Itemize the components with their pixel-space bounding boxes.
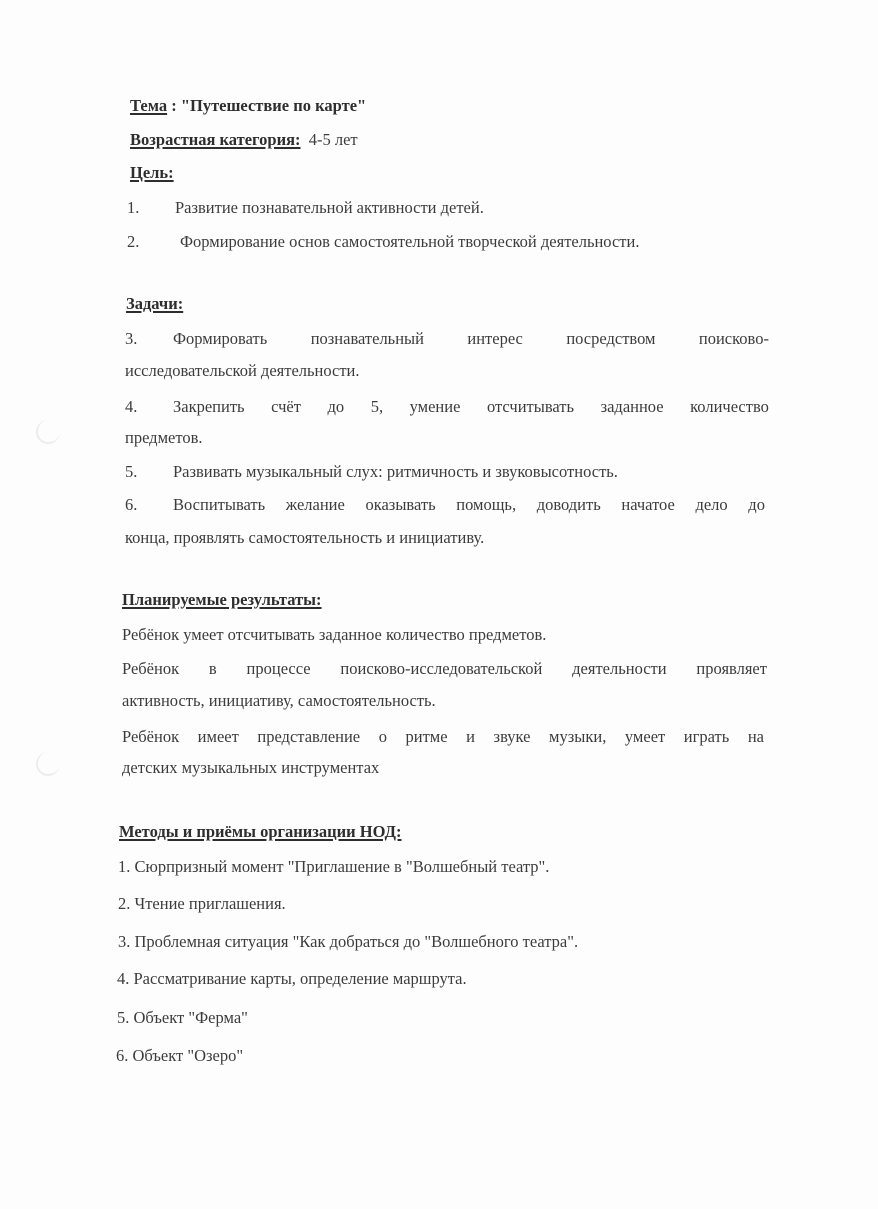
word: помощь, <box>456 495 517 514</box>
word: Ребёнок <box>122 659 180 678</box>
task-item-continuation: предметов. <box>125 428 203 447</box>
goal-heading: Цель: <box>130 163 174 182</box>
task-item-number: 4. <box>125 397 138 416</box>
result-item-continuation: детских музыкальных инструментах <box>122 758 380 777</box>
word: счёт <box>271 397 301 416</box>
goal-item-number: 2. <box>127 232 140 251</box>
word: имеет <box>197 727 239 746</box>
task-item-line <box>125 462 618 482</box>
word: умеет <box>624 727 666 746</box>
word: в <box>208 659 217 678</box>
age-line <box>130 130 358 150</box>
method-item: 6. Объект "Озеро" <box>116 1046 244 1065</box>
method-item: 4. Рассматривание карты, определение маршрута. <box>117 969 467 988</box>
word: отсчитывать <box>486 397 575 416</box>
task-item-line <box>125 495 765 515</box>
word: представление <box>257 727 361 746</box>
result-item-line <box>122 659 767 679</box>
word: доводить <box>536 495 601 514</box>
word: о <box>378 727 387 746</box>
word: Воспитывать <box>173 495 266 514</box>
word: интерес <box>467 329 523 348</box>
word: и <box>466 727 475 746</box>
word: заданное <box>600 397 664 416</box>
method-item: 1. Сюрпризный момент "Приглашение в "Волшебный театр". <box>118 857 550 876</box>
word: ритме <box>405 727 448 746</box>
word: Ребёнок <box>122 727 180 746</box>
word: процессе <box>246 659 311 678</box>
topic-value: "Путешествие по карте" <box>180 96 367 115</box>
word: играть <box>683 727 730 746</box>
task-item-text: Развивать музыкальный слух: ритмичность и звуковысотность. <box>173 462 618 481</box>
word: Формировать <box>173 329 268 348</box>
word: 5, <box>370 397 384 416</box>
word: до <box>748 495 765 514</box>
word: до <box>327 397 345 416</box>
word: деятельности <box>572 659 667 678</box>
word: дело <box>695 495 728 514</box>
results-heading: Планируемые результаты: <box>122 590 322 609</box>
word: начатое <box>621 495 675 514</box>
age-label: Возрастная категория: <box>130 130 301 149</box>
task-item-number: 6. <box>125 495 138 514</box>
word: музыки, <box>549 727 607 746</box>
topic-separator: : <box>167 96 181 115</box>
task-item-continuation: конца, проявлять самостоятельность и инициативу. <box>125 528 485 547</box>
task-item-number: 5. <box>125 462 138 481</box>
result-item-continuation: активность, инициативу, самостоятельность. <box>122 691 436 710</box>
tasks-heading: Задачи: <box>126 294 184 313</box>
word: умение <box>409 397 461 416</box>
word: звуке <box>493 727 531 746</box>
word: желание <box>285 495 345 514</box>
task-item-line <box>125 329 769 349</box>
hole-punch-mark <box>36 752 60 776</box>
age-value: 4-5 лет <box>308 130 358 149</box>
word: количество <box>690 397 769 416</box>
word: Закрепить <box>173 397 245 416</box>
word: на <box>747 727 764 746</box>
result-item-line <box>122 727 764 747</box>
word: оказывать <box>365 495 436 514</box>
goal-item-number: 1. <box>127 198 140 217</box>
task-item-line <box>125 397 769 417</box>
topic-line <box>130 96 366 116</box>
goal-item-text: Развитие познавательной активности детей. <box>175 198 484 217</box>
goal-item <box>127 198 484 218</box>
result-item: Ребёнок умеет отсчитывать заданное количество предметов. <box>122 625 547 644</box>
topic-label: Тема <box>130 96 168 115</box>
goal-item-text: Формирование основ самостоятельной творческой деятельности. <box>180 232 640 251</box>
method-item: 2. Чтение приглашения. <box>118 894 286 913</box>
task-item-number: 3. <box>125 329 138 348</box>
hole-punch-mark <box>36 420 60 444</box>
goal-item <box>127 232 639 252</box>
task-item-continuation: исследовательской деятельности. <box>125 361 360 380</box>
word: познавательный <box>310 329 424 348</box>
word: поисково- <box>698 329 769 348</box>
word: проявляет <box>696 659 767 678</box>
methods-heading: Методы и приёмы организации НОД: <box>119 822 402 841</box>
word: поисково-исследовательской <box>340 659 543 678</box>
word: посредством <box>566 329 656 348</box>
method-item: 5. Объект "Ферма" <box>117 1008 248 1027</box>
method-item: 3. Проблемная ситуация "Как добраться до "Волшебного театра". <box>118 932 579 951</box>
